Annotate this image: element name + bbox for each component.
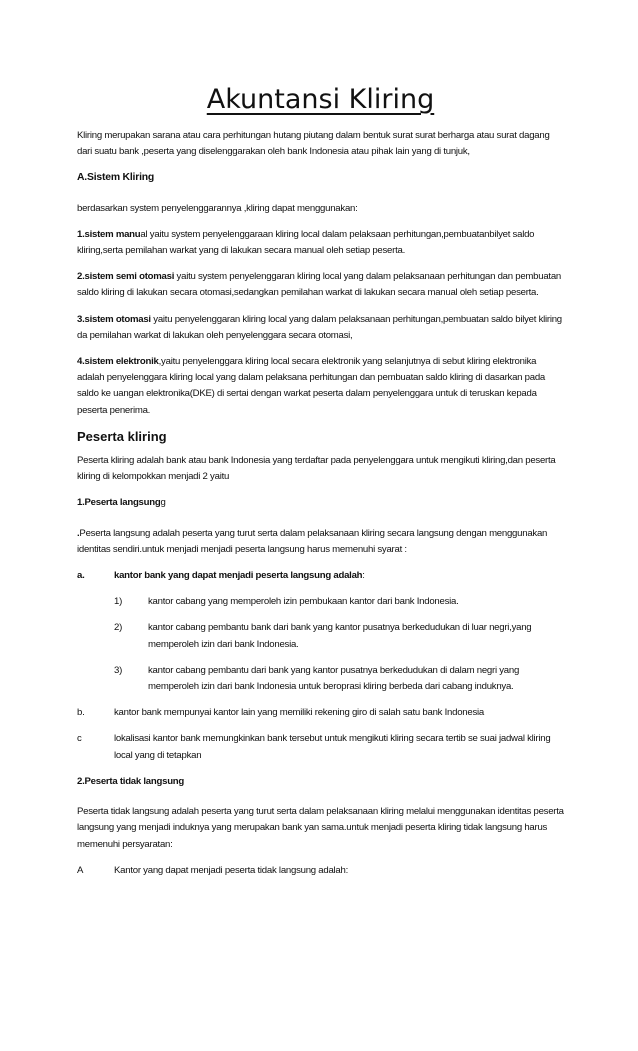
sistem-item-text: ,yaitu penyelenggara kliring local secara elektronik yang selanjutnya di sebut kliring elektronika adalah penyelenggara kliring local yang dalam pelaksana perhitungan dan pembuatan saldo kliring di dasarkan pada saldo ke uangan elektronika(DKE) di sertai dengan warkat peserta dalam penyelenggara untuk di teruskan kepada peserta penerima. <box>77 356 546 416</box>
sistem-item-term: 3.sistem otomasi <box>77 313 151 325</box>
sistem-item-term: 4.sistem elektronik <box>77 356 159 368</box>
intro-mark: . <box>77 527 80 539</box>
sub-list-marker: 1) <box>114 596 123 608</box>
list-marker: b. <box>77 707 85 719</box>
subsection-heading-peserta-tidak-langsung: 2.Peserta tidak langsung <box>77 775 185 787</box>
peserta-langsung-intro <box>77 526 564 558</box>
list-text: kantor bank mempunyai kantor lain yang memiliki rekening giro di salah satu bank Indonesia <box>114 707 484 719</box>
sub-list-marker: 2) <box>114 622 123 634</box>
sistem-item-text: al yaitu system penyelenggaraan kliring local dalam pelaksaan perhitungan,pembuatanbilyet saldo kliring,serta pemilahan warkat yang di lakukan secara manual oleh setiap peserta. <box>77 228 535 257</box>
section-heading-sistem-kliring: A.Sistem Kliring <box>77 172 155 184</box>
sistem-item-text: yaitu system penyelenggaran kliring local yang dalam pelaksanaan perhitungan dan pembuatan saldo kliring di lakukan secara otomasi,sedangkan pemilahan warkat di lakukan secara manual oleh setiap peserta. <box>77 271 561 299</box>
page-title: Akuntansi Kliring <box>206 84 435 115</box>
list-marker: c <box>77 733 82 745</box>
list-text-bold: kantor bank yang dapat menjadi peserta langsung adalah <box>114 570 363 582</box>
list-item-c <box>77 731 564 763</box>
sub-list-text: kantor cabang yang memperoleh izin pembukaan kantor dari bank Indonesia. <box>148 596 459 608</box>
list-text: Kantor yang dapat menjadi peserta tidak langsung adalah: <box>114 864 349 876</box>
peserta-intro: Peserta kliring adalah bank atau bank Indonesia yang terdaftar pada penyelenggara untuk mengikuti kliring,dan peserta kliring di kelompokkan menjadi 2 yaitu <box>77 455 556 483</box>
section-heading-peserta-kliring: Peserta kliring <box>77 428 167 444</box>
subsection-heading-peserta-langsung <box>77 495 564 511</box>
sistem-item-term: 2.sistem semi otomasi <box>77 271 175 283</box>
sistem-item-text: yaitu penyelenggaran kliring local yang dalam pelaksanaan perhitungan,pembuatan saldo bilyet kliring da pemilahan warkat di lakukan oleh penyelenggara secara otomasi, <box>77 313 562 341</box>
sub-list-item-3 <box>114 663 564 695</box>
sistem-item-term: 1.sistem manu <box>77 228 141 240</box>
sistem-item-4 <box>77 354 564 419</box>
list-marker: a. <box>77 570 85 582</box>
intro-text: Peserta langsung adalah peserta yang turut serta dalam pelaksanaan kliring secara langsung dengan menggunakan identitas sendiri.untuk menjadi menjadi peserta langsung harus memenuhi syarat : <box>77 527 548 555</box>
sub-list-text: kantor cabang pembantu dari bank yang kantor pusatnya berkedudukan di dalam negri yang memperoleh izin dari bank Indonesia untuk beroprasi kliring berbeda dari cabang induknya. <box>148 664 520 693</box>
sistem-item-1 <box>77 227 564 259</box>
intro-paragraph: Kliring merupakan sarana atau cara perhitungan hutang piutang dalam bentuk surat surat berharga atau surat dagang dari suatu bank ,peserta yang diselenggarakan oleh bank Indonesia atau pihak lain yang di tunjuk, <box>77 130 550 158</box>
list-item-a <box>77 568 564 584</box>
list-text <box>114 568 564 584</box>
peserta-tidak-langsung-intro: Peserta tidak langsung adalah peserta yang turut serta dalam pelaksanaan kliring melalui menggunakan identitas peserta langsung yang menjadi induknya yang merupakan bank yan sama.untuk menjadi peserta kliring tidak langsung harus memenuhi persyaratan: <box>77 806 564 850</box>
sub-list-item-1 <box>114 594 564 610</box>
list-marker: A <box>77 864 84 876</box>
heading-tail: g <box>160 497 166 509</box>
list-text-colon: : <box>362 570 365 582</box>
sub-list-marker: 3) <box>114 664 123 676</box>
list-item-A <box>77 863 564 879</box>
heading-text: 1.Peserta langsung <box>77 497 161 509</box>
sistem-lead: berdasarkan system penyelenggarannya ,kliring dapat menggunakan: <box>77 202 358 214</box>
sub-list-item-2 <box>114 620 564 652</box>
list-text: lokalisasi kantor bank memungkinkan bank tersebut untuk mengikuti kliring secara tertib se suai jadwal kliring local yang di tetapkan <box>114 733 551 761</box>
sistem-item-2 <box>77 269 564 301</box>
sistem-item-3 <box>77 312 564 344</box>
sub-list-text: kantor cabang pembantu bank dari bank yang kantor pusatnya berkedudukan di luar negri,yang memperoleh izin dari bank Indonesia. <box>148 622 532 650</box>
list-item-b <box>77 705 564 721</box>
